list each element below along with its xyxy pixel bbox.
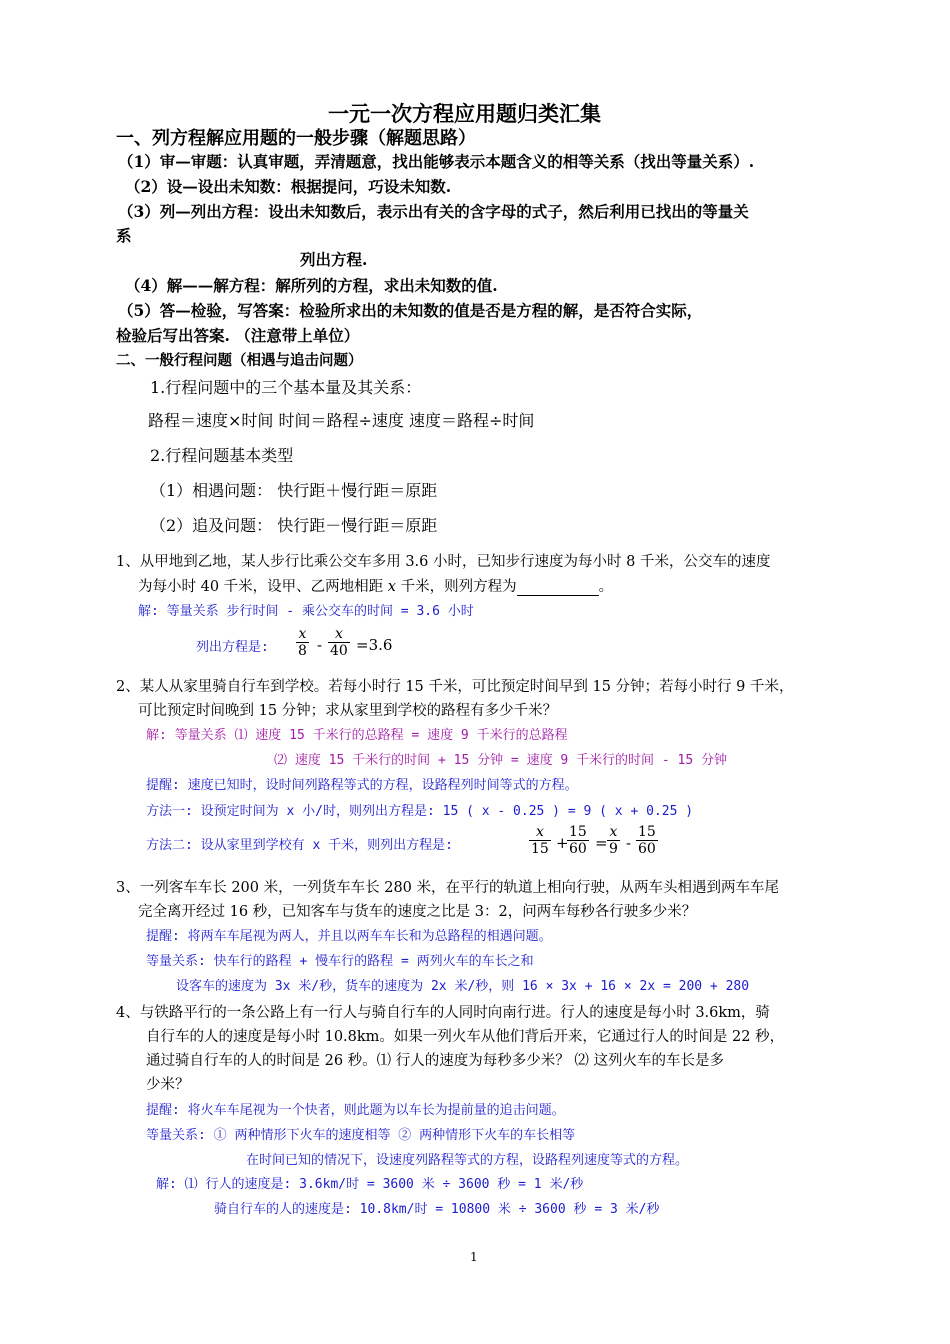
fraction-denominator: 8 xyxy=(298,643,307,659)
q1-line2 xyxy=(138,575,613,596)
q1-line2-a: 为每小时 40 千米，设甲、乙两地相距 xyxy=(138,579,388,595)
q2-method-2: 方法二: 设从家里到学校有 x 千米，则列出方程是: xyxy=(146,838,453,853)
basic-formula: 路程＝速度×时间 时间＝路程÷速度 速度＝路程÷时间 xyxy=(148,411,535,430)
q4-tip: 提醒: 将火车车尾视为一个快者，则此题为以车长为提前量的追击问题。 xyxy=(146,1103,565,1118)
q2-relation-2: ⑵ 速度 15 千米行的时间 + 15 分钟 = 速度 9 千米行的时间 - 15 分钟 xyxy=(274,753,728,768)
type-chase: （2）追及问题： 快行距－慢行距＝原距 xyxy=(150,516,438,535)
q1-line2-b: 千米，则列方程为 xyxy=(395,579,517,595)
q4-solution-1: 解: ⑴ 行人的速度是: 3.6km/时 = 3600 米 ÷ 3600 秒 = 1 米/秒 xyxy=(156,1177,584,1192)
q4-note: 在时间已知的情况下，设速度列路程等式的方程，设路程列速度等式的方程。 xyxy=(246,1153,689,1168)
q1-rhs: =3.6 xyxy=(356,636,393,654)
fraction-numerator: x xyxy=(529,824,551,841)
q3-line2: 完全离开经过 16 秒，已知客车与货车的速度之比是 3：2，问两车每秒各行驶多少米？ xyxy=(138,904,697,920)
fraction-numerator: x xyxy=(296,626,309,643)
q3-line1: 3、一列客车车长 200 米，一列货车车长 280 米，在平行的轨道上相向行驶，从两车头相遇到两车车尾 xyxy=(116,880,780,896)
step-1: （1）审—审题：认真审题，弄清题意，找出能够表示本题含义的相等关系（找出等量关系）. xyxy=(118,152,755,171)
q4-line4: 少米？ xyxy=(146,1077,190,1093)
fraction-denominator: 15 xyxy=(531,841,549,857)
fraction-denominator: 9 xyxy=(609,841,618,857)
q2-fraction-4 xyxy=(636,824,658,857)
section2-heading: 二、一般行程问题（相遇与追击问题） xyxy=(116,352,363,369)
q4-solution-2: 骑自行车的人的速度是: 10.8km/时 = 10800 米 ÷ 3600 秒 = 3 米/秒 xyxy=(214,1202,660,1217)
q2-method-1: 方法一: 设预定时间为 x 小/时，则列出方程是: 15 ( x - 0.25 ) = 9 ( x + 0.25 ) xyxy=(146,804,694,819)
step-4: （4）解——解方程：解所列的方程，求出未知数的值. xyxy=(125,276,498,295)
step-3: （3）列—列出方程：设出未知数后，表示出有关的含字母的式子，然后利用已找出的等量关 xyxy=(118,202,749,221)
types-title: 2.行程问题基本类型 xyxy=(150,446,294,465)
q1-minus: - xyxy=(317,636,323,654)
page-title: 一元一次方程应用题归类汇集 xyxy=(328,101,601,126)
q1-line2-end: 。 xyxy=(598,579,614,595)
q3-tip: 提醒: 将两车车尾视为两人，并且以两车车长和为总路程的相遇问题。 xyxy=(146,929,552,944)
q1-solution-relation: 解: 等量关系 步行时间 - 乘公交车的时间 = 3.6 小时 xyxy=(138,604,474,619)
q2-fraction-1 xyxy=(529,824,551,857)
fraction-numerator: 15 xyxy=(638,824,656,840)
q4-line3: 通过骑自行车的人的时间是 26 秒。⑴ 行人的速度为每秒多少米？ ⑵ 这列火车的车长是多 xyxy=(146,1053,724,1069)
q2-fraction-3 xyxy=(607,824,620,857)
q1-solution-label: 列出方程是: xyxy=(196,640,269,655)
fraction-numerator: 15 xyxy=(569,824,587,840)
answer-blank xyxy=(517,581,599,596)
fraction-numerator: x xyxy=(328,626,350,643)
q2-minus: - xyxy=(626,834,632,852)
q4-line1: 4、与铁路平行的一条公路上有一行人与骑自行车的人同时向南行进。行人的速度是每小时 3.6km，骑 xyxy=(116,1005,770,1021)
page-number: 1 xyxy=(470,1250,478,1264)
fraction-denominator: 40 xyxy=(330,643,348,659)
fraction-numerator: x xyxy=(607,824,620,841)
step-2: （2）设—设出未知数：根据提问，巧设未知数. xyxy=(125,177,452,196)
q2-fraction-2 xyxy=(567,824,589,857)
q2-tip: 提醒: 速度已知时，设时间列路程等式的方程，设路程列时间等式的方程。 xyxy=(146,778,578,793)
q3-relation: 等量关系: 快车行的路程 + 慢车行的路程 = 两列火车的车长之和 xyxy=(146,954,534,969)
q2-line1: 2、某人从家里骑自行车到学校。若每小时行 15 千米，可比预定时间早到 15 分钟；若每小时行 9 千米， xyxy=(116,679,794,695)
q4-relation: 等量关系: ① 两种情形下火车的速度相等 ② 两种情形下火车的车长相等 xyxy=(146,1128,576,1143)
fraction-denominator: 60 xyxy=(569,841,587,857)
fraction-denominator: 60 xyxy=(638,841,656,857)
step-3-cont: 列出方程. xyxy=(300,250,368,269)
step-3-wrap: 系 xyxy=(116,226,132,245)
q1-fraction-2 xyxy=(328,626,350,659)
q1-fraction-1 xyxy=(296,626,309,659)
q2-equals: = xyxy=(595,834,608,852)
step-5: （5）答—检验，写答案：检验所求出的未知数的值是否是方程的解，是否符合实际， xyxy=(118,301,703,320)
q1-var-x: x xyxy=(387,579,396,595)
q2-line2: 可比预定时间晚到 15 分钟；求从家里到学校的路程有多少千米？ xyxy=(138,703,558,719)
q2-plus: + xyxy=(556,834,569,852)
q1-line1: 1、从甲地到乙地，某人步行比乘公交车多用 3.6 小时，已知步行速度为每小时 8 千米，公交车的速度 xyxy=(116,554,771,570)
q4-line2: 自行车的人的速度是每小时 10.8km。如果一列火车从他们背后开来，它通过行人的时间是 22 秒， xyxy=(146,1029,785,1045)
type-meet: （1）相遇问题： 快行距＋慢行距＝原距 xyxy=(150,481,438,500)
basic-quantities-title: 1.行程问题中的三个基本量及其关系： xyxy=(150,378,422,397)
step-5-cont: 检验后写出答案. （注意带上单位） xyxy=(116,326,360,345)
section1-heading: 一、列方程解应用题的一般步骤（解题思路） xyxy=(116,128,476,149)
q2-relation-1: 解: 等量关系 ⑴ 速度 15 千米行的总路程 = 速度 9 千米行的总路程 xyxy=(146,728,568,743)
q3-setup: 设客车的速度为 3x 米/秒，货车的速度为 2x 米/秒，则 16 × 3x + 16 × 2x = 200 + 280 xyxy=(176,979,750,994)
